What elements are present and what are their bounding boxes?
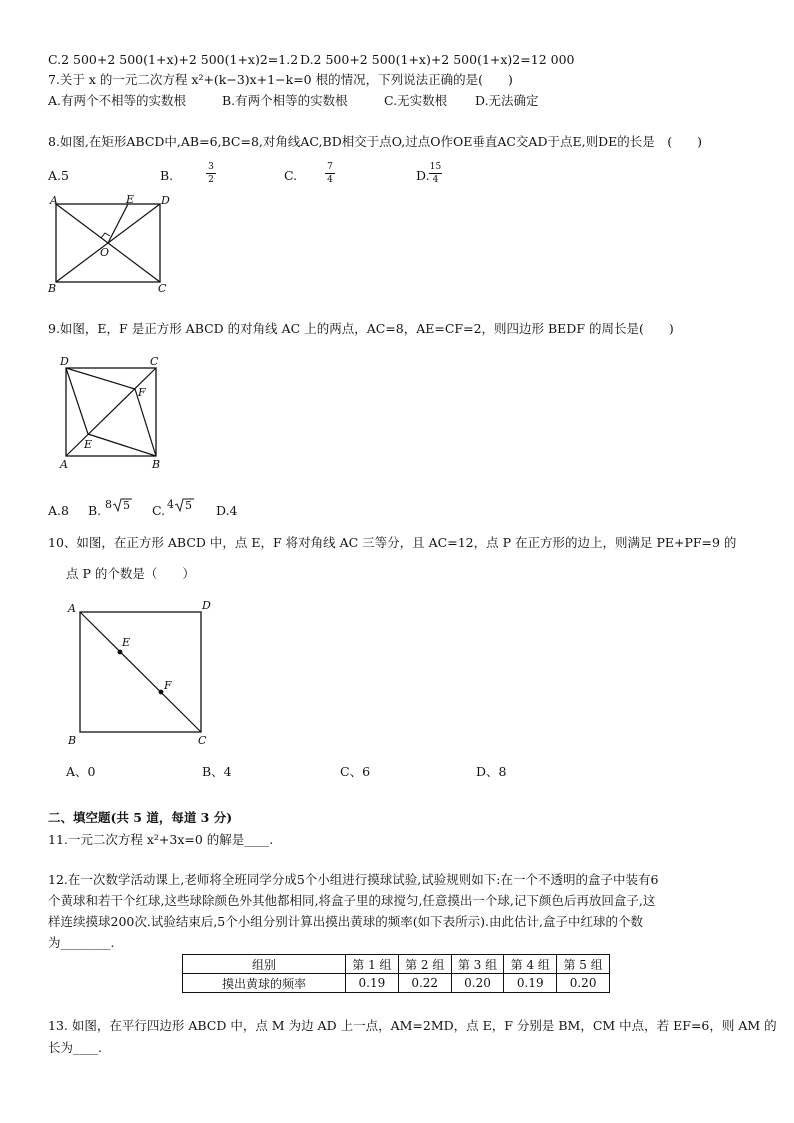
q8-option-c: C.: [284, 168, 298, 183]
denominator: 4: [432, 175, 439, 185]
label-f: F: [138, 386, 146, 399]
label-e: E: [84, 438, 93, 451]
q12-line1: 12.在一次数学活动课上,老师将全班同学分成5个小组进行摸球试验,试验规则如下:在一个不透明的盒子中装有6: [48, 872, 659, 887]
table-header-cell: 第 1 组: [346, 955, 399, 974]
q8-option-a: A.5: [48, 168, 69, 183]
q13-line1: 13. 如图，在平行四边形 ABCD 中，点 M 为边 AD 上一点，AM=2MD，点 E，F 分别是 BM，CM 中点，若 EF=6，则 AM 的: [48, 1018, 777, 1033]
q12-line2: 个黄球和若干个红球,这些球除颜色外其他都相同,将盒子里的球搅匀,任意摸出一个球,记下颜色后再放回盒子,这: [48, 893, 656, 908]
numerator: 7: [327, 162, 333, 172]
radicand: 5: [123, 499, 130, 512]
q13-line2: 长为____.: [48, 1040, 102, 1055]
q8-option-d: D.: [416, 168, 430, 183]
denominator: 2: [208, 175, 214, 185]
label-d: D: [60, 355, 69, 368]
q8-rectangle-figure: [40, 192, 180, 296]
q8-fraction-b: [206, 162, 216, 185]
q9-option-b: B.: [88, 503, 102, 518]
table-header-cell: 第 5 组: [557, 955, 610, 974]
section-2-title: 二、填空题(共 5 道，每道 3 分): [48, 810, 233, 825]
label-b: B: [68, 734, 77, 747]
table-header-cell: 第 2 组: [398, 955, 451, 974]
table-cell: 0.19: [346, 974, 399, 993]
q10-stem-line1: 10、如图，在正方形 ABCD 中，点 E，F 将对角线 AC 三等分，且 AC=12，点 P 在正方形的边上，则满足 PE+PF=9 的: [48, 535, 737, 550]
table-header-cell: 第 4 组: [504, 955, 557, 974]
label-b: B: [152, 458, 161, 471]
q9-sqrt-c: [166, 496, 196, 516]
q9-sqrt-b: [104, 496, 134, 516]
q6-option-d: D.2 500+2 500(1+x)+2 500(1+x)2=12 000: [300, 52, 575, 67]
numerator: 15: [429, 162, 442, 172]
label-b: B: [48, 282, 57, 295]
q11-stem: 11.一元二次方程 x²+3x=0 的解是____.: [48, 832, 274, 847]
label-a: A: [50, 194, 58, 207]
label-o: O: [100, 246, 110, 259]
q9-stem: 9.如图，E，F 是正方形 ABCD 的对角线 AC 上的两点，AC=8，AE=CF=2，则四边形 BEDF 的周长是( ): [48, 321, 674, 336]
label-a: A: [68, 602, 76, 615]
label-f: F: [164, 679, 172, 692]
q7-option-d: D.无法确定: [475, 93, 539, 108]
label-c: C: [150, 355, 159, 368]
q10-stem-line2: 点 P 的个数是（ ）: [66, 566, 195, 581]
coefficient: 4: [167, 498, 174, 511]
q9-option-a: A.8: [48, 503, 69, 518]
q10-option-c: C、6: [340, 764, 371, 779]
q9-square-figure: [52, 350, 172, 474]
numerator: 3: [208, 162, 214, 172]
denominator: 4: [327, 175, 333, 185]
radicand: 5: [185, 499, 192, 512]
table-header-row: [183, 955, 610, 974]
q8-stem: 8.如图,在矩形ABCD中,AB=6,BC=8,对角线AC,BD相交于点O,过点O作OE垂直AC交AD于点E,则DE的长是 ( ): [48, 134, 702, 149]
label-c: C: [198, 734, 207, 747]
q10-option-d: D、8: [476, 764, 507, 779]
q10-option-b: B、4: [202, 764, 232, 779]
q10-square-figure: [62, 594, 222, 750]
q9-option-c: C.: [152, 503, 166, 518]
q7-option-b: B.有两个相等的实数根: [222, 93, 348, 108]
q12-line3: 样连续摸球200次.试验结束后,5个小组分别计算出摸出黄球的频率(如下表所示).由此估计,盒子中红球的个数: [48, 914, 643, 929]
table-cell: 摸出黄球的频率: [183, 974, 346, 993]
q9-option-d: D.4: [216, 503, 238, 518]
q7-stem: 7.关于 x 的一元二次方程 x²+(k−3)x+1−k=0 根的情况，下列说法正确的是( ): [48, 72, 513, 87]
label-e: E: [126, 193, 135, 206]
q8-option-b: B.: [160, 168, 174, 183]
q10-option-a: A、0: [66, 764, 96, 779]
q12-line4: 为________.: [48, 935, 115, 950]
table-cell: 0.22: [398, 974, 451, 993]
label-e: E: [122, 636, 131, 649]
table-cell: 0.20: [557, 974, 610, 993]
table-cell: 0.20: [451, 974, 504, 993]
label-d: D: [202, 599, 211, 612]
q8-fraction-c: [325, 162, 335, 185]
label-d: D: [161, 194, 170, 207]
q7-option-a: A.有两个不相等的实数根: [48, 93, 187, 108]
table-header-cell: 组别: [183, 955, 346, 974]
label-a: A: [60, 458, 68, 471]
q7-option-c: C.无实数根: [384, 93, 448, 108]
table-cell: 0.19: [504, 974, 557, 993]
q6-option-c: C.2 500+2 500(1+x)+2 500(1+x)2=1.2: [48, 52, 299, 67]
label-c: C: [158, 282, 167, 295]
q12-frequency-table: [182, 954, 610, 993]
coefficient: 8: [105, 498, 112, 511]
q8-fraction-d: [429, 162, 442, 185]
table-header-cell: 第 3 组: [451, 955, 504, 974]
table-row: [183, 974, 610, 993]
